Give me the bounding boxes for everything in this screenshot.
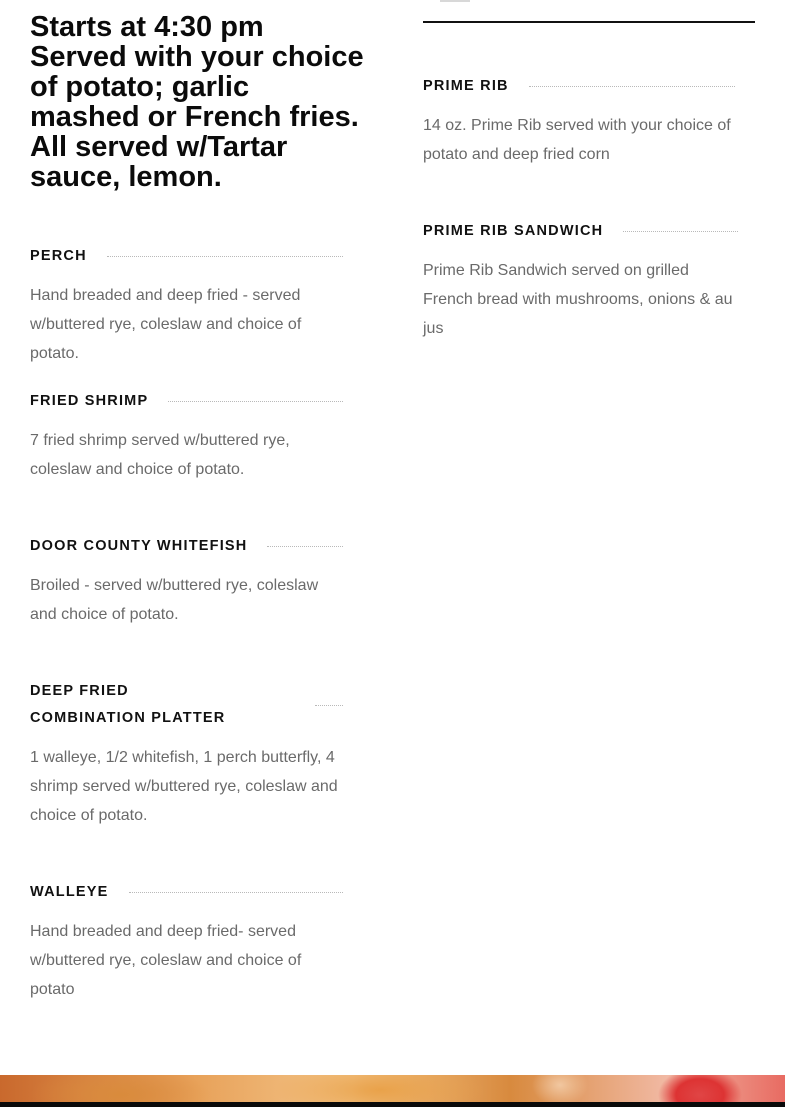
menu-item-door-county-whitefish: [30, 533, 343, 629]
menu-item-title: DEEP FRIED COMBINATION PLATTER: [30, 683, 226, 726]
menu-item-walleye: [30, 879, 343, 1004]
menu-item-description: 14 oz. Prime Rib served with your choice of potato and deep fried corn: [423, 117, 731, 163]
top-divider-stub: [440, 0, 470, 2]
service-note: Served with your choice of potato; garlic mashed or French fries. All served w/Tartar sauce, lemon.: [30, 41, 364, 193]
menu-item-fried-shrimp: [30, 388, 343, 484]
food-photo-banner: [0, 1075, 785, 1102]
dotted-leader: [129, 892, 344, 893]
dotted-leader: [315, 705, 343, 706]
menu-item-combination-platter: [30, 678, 343, 830]
menu-item-description: Broiled - served w/buttered rye, coleslaw and choice of potato.: [30, 577, 319, 623]
menu-item-description: Hand breaded and deep fried- served w/buttered rye, coleslaw and choice of potato: [30, 923, 302, 998]
menu-item-title: PERCH: [30, 248, 87, 264]
menu-item-description: 7 fried shrimp served w/buttered rye, coleslaw and choice of potato.: [30, 432, 290, 478]
dotted-leader: [168, 401, 343, 402]
menu-item-prime-rib-sandwich: [423, 218, 738, 343]
menu-item-prime-rib: [423, 73, 735, 169]
menu-item-title: PRIME RIB: [423, 78, 509, 94]
menu-item-description: Prime Rib Sandwich served on grilled French bread with mushrooms, onions & au jus: [423, 262, 733, 337]
menu-item-title: WALLEYE: [30, 884, 109, 900]
menu-item-description: Hand breaded and deep fried - served w/buttered rye, coleslaw and choice of potato.: [30, 287, 302, 362]
footer-bar: [0, 1102, 785, 1107]
menu-intro: [30, 12, 365, 192]
menu-item-perch: [30, 243, 343, 368]
service-time: Starts at 4:30 pm: [30, 11, 264, 43]
dotted-leader: [529, 86, 735, 87]
dotted-leader: [623, 231, 738, 232]
menu-item-title: FRIED SHRIMP: [30, 393, 149, 409]
dotted-leader: [267, 546, 343, 547]
menu-item-description: 1 walleye, 1/2 whitefish, 1 perch butterfly, 4 shrimp served w/buttered rye, coleslaw and choice of potato.: [30, 749, 338, 824]
dotted-leader: [107, 256, 343, 257]
menu-item-title: DOOR COUNTY WHITEFISH: [30, 538, 248, 554]
menu-item-title: PRIME RIB SANDWICH: [423, 223, 604, 239]
section-divider: [423, 21, 755, 23]
